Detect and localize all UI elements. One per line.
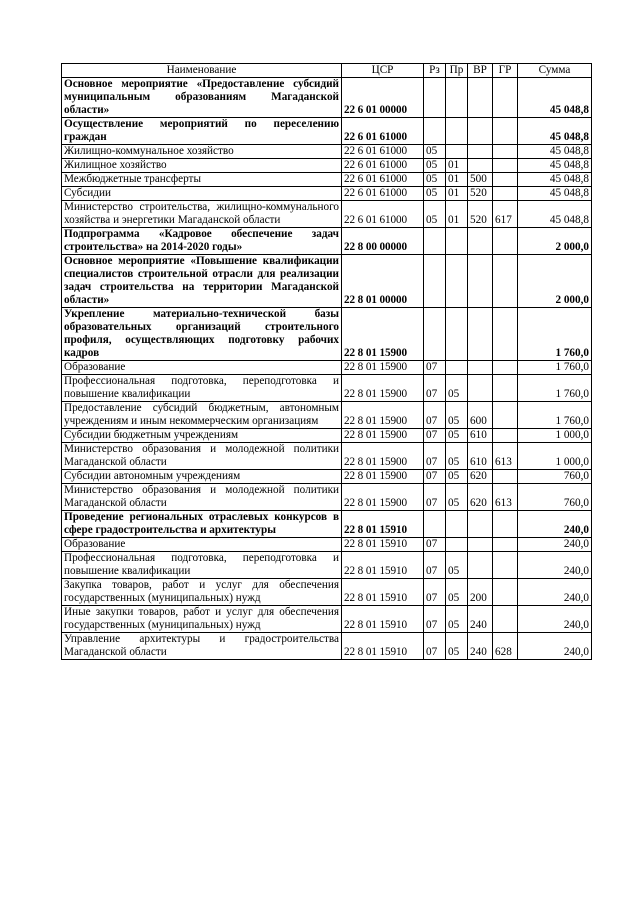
row-sum-cell: 45 048,8 xyxy=(518,159,592,173)
row-gr-cell xyxy=(493,308,518,361)
row-rz-cell: 07 xyxy=(424,443,446,470)
row-csr-cell: 22 8 00 00000 xyxy=(342,228,424,255)
row-sum-cell: 45 048,8 xyxy=(518,145,592,159)
row-sum-cell: 45 048,8 xyxy=(518,118,592,145)
row-vr-cell: 520 xyxy=(468,201,493,228)
row-name-cell: Субсидии бюджетным учреждениям xyxy=(62,429,342,443)
row-vr-cell: 240 xyxy=(468,606,493,633)
row-sum-cell: 240,0 xyxy=(518,633,592,660)
header-vr: ВР xyxy=(468,64,493,78)
row-sum-cell: 45 048,8 xyxy=(518,78,592,118)
row-rz-cell: 07 xyxy=(424,538,446,552)
row-vr-cell xyxy=(468,375,493,402)
row-csr-cell: 22 6 01 61000 xyxy=(342,201,424,228)
row-rz-cell: 07 xyxy=(424,606,446,633)
row-pr-cell: 05 xyxy=(446,606,468,633)
row-rz-cell: 07 xyxy=(424,429,446,443)
row-name-cell: Профессиональная подготовка, переподготовка и повышение квалификации xyxy=(62,375,342,402)
row-pr-cell xyxy=(446,361,468,375)
row-pr-cell: 05 xyxy=(446,552,468,579)
row-pr-cell: 05 xyxy=(446,484,468,511)
row-name-cell: Профессиональная подготовка, переподготовка и повышение квалификации xyxy=(62,552,342,579)
row-sum-cell: 1 000,0 xyxy=(518,443,592,470)
row-csr-cell: 22 8 01 15900 xyxy=(342,361,424,375)
table-row xyxy=(62,118,592,145)
row-vr-cell xyxy=(468,308,493,361)
header-sum: Сумма xyxy=(518,64,592,78)
row-rz-cell xyxy=(424,308,446,361)
row-rz-cell xyxy=(424,255,446,308)
row-csr-cell: 22 8 01 15910 xyxy=(342,579,424,606)
row-sum-cell: 1 760,0 xyxy=(518,402,592,429)
row-name-cell: Укрепление материально-технической базы образовательных организаций строительного профиля, осуществляющих подготовку рабочих кадров xyxy=(62,308,342,361)
row-gr-cell xyxy=(493,118,518,145)
row-name-cell: Осуществление мероприятий по переселению граждан xyxy=(62,118,342,145)
row-sum-cell: 240,0 xyxy=(518,579,592,606)
row-gr-cell xyxy=(493,402,518,429)
table-row xyxy=(62,470,592,484)
table-row xyxy=(62,511,592,538)
row-pr-cell: 05 xyxy=(446,579,468,606)
row-vr-cell xyxy=(468,228,493,255)
table-row xyxy=(62,173,592,187)
row-csr-cell: 22 8 01 15900 xyxy=(342,308,424,361)
row-gr-cell xyxy=(493,187,518,201)
header-name: Наименование xyxy=(62,64,342,78)
table-row xyxy=(62,633,592,660)
table-row xyxy=(62,443,592,470)
row-gr-cell xyxy=(493,470,518,484)
row-vr-cell: 520 xyxy=(468,187,493,201)
table-row xyxy=(62,361,592,375)
row-gr-cell xyxy=(493,361,518,375)
row-gr-cell: 613 xyxy=(493,484,518,511)
row-vr-cell xyxy=(468,552,493,579)
row-csr-cell: 22 8 01 15900 xyxy=(342,402,424,429)
row-sum-cell: 2 000,0 xyxy=(518,255,592,308)
row-gr-cell xyxy=(493,606,518,633)
row-vr-cell: 610 xyxy=(468,429,493,443)
row-sum-cell: 240,0 xyxy=(518,511,592,538)
row-gr-cell xyxy=(493,228,518,255)
row-csr-cell: 22 8 01 15900 xyxy=(342,470,424,484)
row-rz-cell: 05 xyxy=(424,145,446,159)
table-row xyxy=(62,552,592,579)
row-name-cell: Образование xyxy=(62,538,342,552)
row-rz-cell xyxy=(424,511,446,538)
row-vr-cell: 240 xyxy=(468,633,493,660)
row-gr-cell: 613 xyxy=(493,443,518,470)
table-row xyxy=(62,606,592,633)
row-rz-cell: 07 xyxy=(424,484,446,511)
row-sum-cell: 1 760,0 xyxy=(518,375,592,402)
row-pr-cell: 05 xyxy=(446,470,468,484)
row-gr-cell: 628 xyxy=(493,633,518,660)
row-sum-cell: 1 760,0 xyxy=(518,308,592,361)
row-rz-cell xyxy=(424,118,446,145)
row-pr-cell: 05 xyxy=(446,429,468,443)
row-csr-cell: 22 8 01 15910 xyxy=(342,633,424,660)
row-rz-cell: 05 xyxy=(424,159,446,173)
row-pr-cell: 05 xyxy=(446,633,468,660)
row-sum-cell: 45 048,8 xyxy=(518,201,592,228)
row-csr-cell: 22 8 01 00000 xyxy=(342,255,424,308)
row-name-cell: Образование xyxy=(62,361,342,375)
row-rz-cell: 07 xyxy=(424,361,446,375)
row-vr-cell xyxy=(468,361,493,375)
row-csr-cell: 22 6 01 61000 xyxy=(342,118,424,145)
row-vr-cell xyxy=(468,255,493,308)
row-name-cell: Иные закупки товаров, работ и услуг для обеспечения государственных (муниципальных) нужд xyxy=(62,606,342,633)
table-row xyxy=(62,579,592,606)
row-csr-cell: 22 8 01 15900 xyxy=(342,375,424,402)
row-sum-cell: 240,0 xyxy=(518,552,592,579)
row-gr-cell xyxy=(493,255,518,308)
row-rz-cell: 07 xyxy=(424,633,446,660)
row-csr-cell: 22 8 01 15910 xyxy=(342,552,424,579)
row-gr-cell: 617 xyxy=(493,201,518,228)
row-sum-cell: 240,0 xyxy=(518,606,592,633)
row-pr-cell xyxy=(446,538,468,552)
table-body xyxy=(62,78,592,660)
row-gr-cell xyxy=(493,552,518,579)
row-rz-cell: 05 xyxy=(424,201,446,228)
row-pr-cell: 05 xyxy=(446,402,468,429)
row-csr-cell: 22 8 01 15910 xyxy=(342,511,424,538)
table-row xyxy=(62,201,592,228)
row-csr-cell: 22 8 01 15910 xyxy=(342,538,424,552)
row-vr-cell: 620 xyxy=(468,484,493,511)
row-gr-cell xyxy=(493,173,518,187)
row-name-cell: Межбюджетные трансферты xyxy=(62,173,342,187)
row-pr-cell xyxy=(446,228,468,255)
row-gr-cell xyxy=(493,538,518,552)
row-sum-cell: 240,0 xyxy=(518,538,592,552)
row-pr-cell: 01 xyxy=(446,173,468,187)
row-rz-cell xyxy=(424,228,446,255)
row-pr-cell xyxy=(446,78,468,118)
row-pr-cell xyxy=(446,308,468,361)
table-row xyxy=(62,187,592,201)
table-row xyxy=(62,78,592,118)
table-row xyxy=(62,308,592,361)
row-name-cell: Управление архитектуры и градостроительства Магаданской области xyxy=(62,633,342,660)
row-csr-cell: 22 8 01 15900 xyxy=(342,443,424,470)
table-row xyxy=(62,255,592,308)
row-name-cell: Подпрограмма «Кадровое обеспечение задач строительства» на 2014-2020 годы» xyxy=(62,228,342,255)
row-vr-cell xyxy=(468,145,493,159)
row-gr-cell xyxy=(493,511,518,538)
row-name-cell: Субсидии xyxy=(62,187,342,201)
row-name-cell: Закупка товаров, работ и услуг для обеспечения государственных (муниципальных) нужд xyxy=(62,579,342,606)
row-pr-cell xyxy=(446,511,468,538)
table-row xyxy=(62,228,592,255)
row-csr-cell: 22 8 01 15900 xyxy=(342,429,424,443)
row-vr-cell: 600 xyxy=(468,402,493,429)
row-gr-cell xyxy=(493,429,518,443)
row-rz-cell: 07 xyxy=(424,579,446,606)
row-name-cell: Основное мероприятие «Повышение квалификации специалистов строительной отрасли для реализации задач строительства на территории Магаданской области» xyxy=(62,255,342,308)
row-name-cell: Министерство строительства, жилищно-коммунального хозяйства и энергетики Магаданской области xyxy=(62,201,342,228)
row-gr-cell xyxy=(493,159,518,173)
row-name-cell: Жилищное хозяйство xyxy=(62,159,342,173)
row-rz-cell: 07 xyxy=(424,375,446,402)
row-rz-cell: 05 xyxy=(424,173,446,187)
row-gr-cell xyxy=(493,145,518,159)
row-gr-cell xyxy=(493,78,518,118)
table-row xyxy=(62,484,592,511)
row-name-cell: Субсидии автономным учреждениям xyxy=(62,470,342,484)
row-name-cell: Министерство образования и молодежной политики Магаданской области xyxy=(62,484,342,511)
row-rz-cell: 05 xyxy=(424,187,446,201)
row-name-cell: Проведение региональных отраслевых конкурсов в сфере градостроительства и архитектуры xyxy=(62,511,342,538)
row-csr-cell: 22 6 01 61000 xyxy=(342,145,424,159)
row-vr-cell: 620 xyxy=(468,470,493,484)
row-sum-cell: 2 000,0 xyxy=(518,228,592,255)
row-rz-cell: 07 xyxy=(424,470,446,484)
table-row xyxy=(62,402,592,429)
row-csr-cell: 22 6 01 61000 xyxy=(342,159,424,173)
row-name-cell: Министерство образования и молодежной политики Магаданской области xyxy=(62,443,342,470)
row-vr-cell xyxy=(468,538,493,552)
header-rz: Рз xyxy=(424,64,446,78)
table-row xyxy=(62,429,592,443)
row-rz-cell xyxy=(424,78,446,118)
table-header-row xyxy=(62,64,592,78)
row-vr-cell xyxy=(468,159,493,173)
row-name-cell: Основное мероприятие «Предоставление субсидий муниципальным образованиям Магаданской области» xyxy=(62,78,342,118)
row-sum-cell: 1 760,0 xyxy=(518,361,592,375)
row-rz-cell: 07 xyxy=(424,552,446,579)
row-gr-cell xyxy=(493,375,518,402)
row-sum-cell: 760,0 xyxy=(518,470,592,484)
row-pr-cell: 01 xyxy=(446,159,468,173)
header-gr: ГР xyxy=(493,64,518,78)
header-pr: Пр xyxy=(446,64,468,78)
row-vr-cell xyxy=(468,118,493,145)
row-vr-cell xyxy=(468,511,493,538)
row-name-cell: Жилищно-коммунальное хозяйство xyxy=(62,145,342,159)
row-vr-cell: 500 xyxy=(468,173,493,187)
row-gr-cell xyxy=(493,579,518,606)
row-pr-cell: 01 xyxy=(446,187,468,201)
row-csr-cell: 22 8 01 15910 xyxy=(342,606,424,633)
row-pr-cell xyxy=(446,255,468,308)
budget-table xyxy=(61,63,592,660)
row-name-cell: Предоставление субсидий бюджетным, автономным учреждениям и иным некоммерческим организациям xyxy=(62,402,342,429)
row-pr-cell: 05 xyxy=(446,443,468,470)
table-row xyxy=(62,538,592,552)
row-csr-cell: 22 6 01 61000 xyxy=(342,187,424,201)
row-pr-cell xyxy=(446,145,468,159)
row-sum-cell: 45 048,8 xyxy=(518,173,592,187)
row-csr-cell: 22 6 01 00000 xyxy=(342,78,424,118)
row-vr-cell xyxy=(468,78,493,118)
row-vr-cell: 200 xyxy=(468,579,493,606)
row-csr-cell: 22 8 01 15900 xyxy=(342,484,424,511)
header-csr: ЦСР xyxy=(342,64,424,78)
row-vr-cell: 610 xyxy=(468,443,493,470)
table-row xyxy=(62,145,592,159)
row-pr-cell: 05 xyxy=(446,375,468,402)
row-pr-cell: 01 xyxy=(446,201,468,228)
table-row xyxy=(62,159,592,173)
row-sum-cell: 45 048,8 xyxy=(518,187,592,201)
table-row xyxy=(62,375,592,402)
row-sum-cell: 1 000,0 xyxy=(518,429,592,443)
row-sum-cell: 760,0 xyxy=(518,484,592,511)
row-pr-cell xyxy=(446,118,468,145)
row-csr-cell: 22 6 01 61000 xyxy=(342,173,424,187)
row-rz-cell: 07 xyxy=(424,402,446,429)
